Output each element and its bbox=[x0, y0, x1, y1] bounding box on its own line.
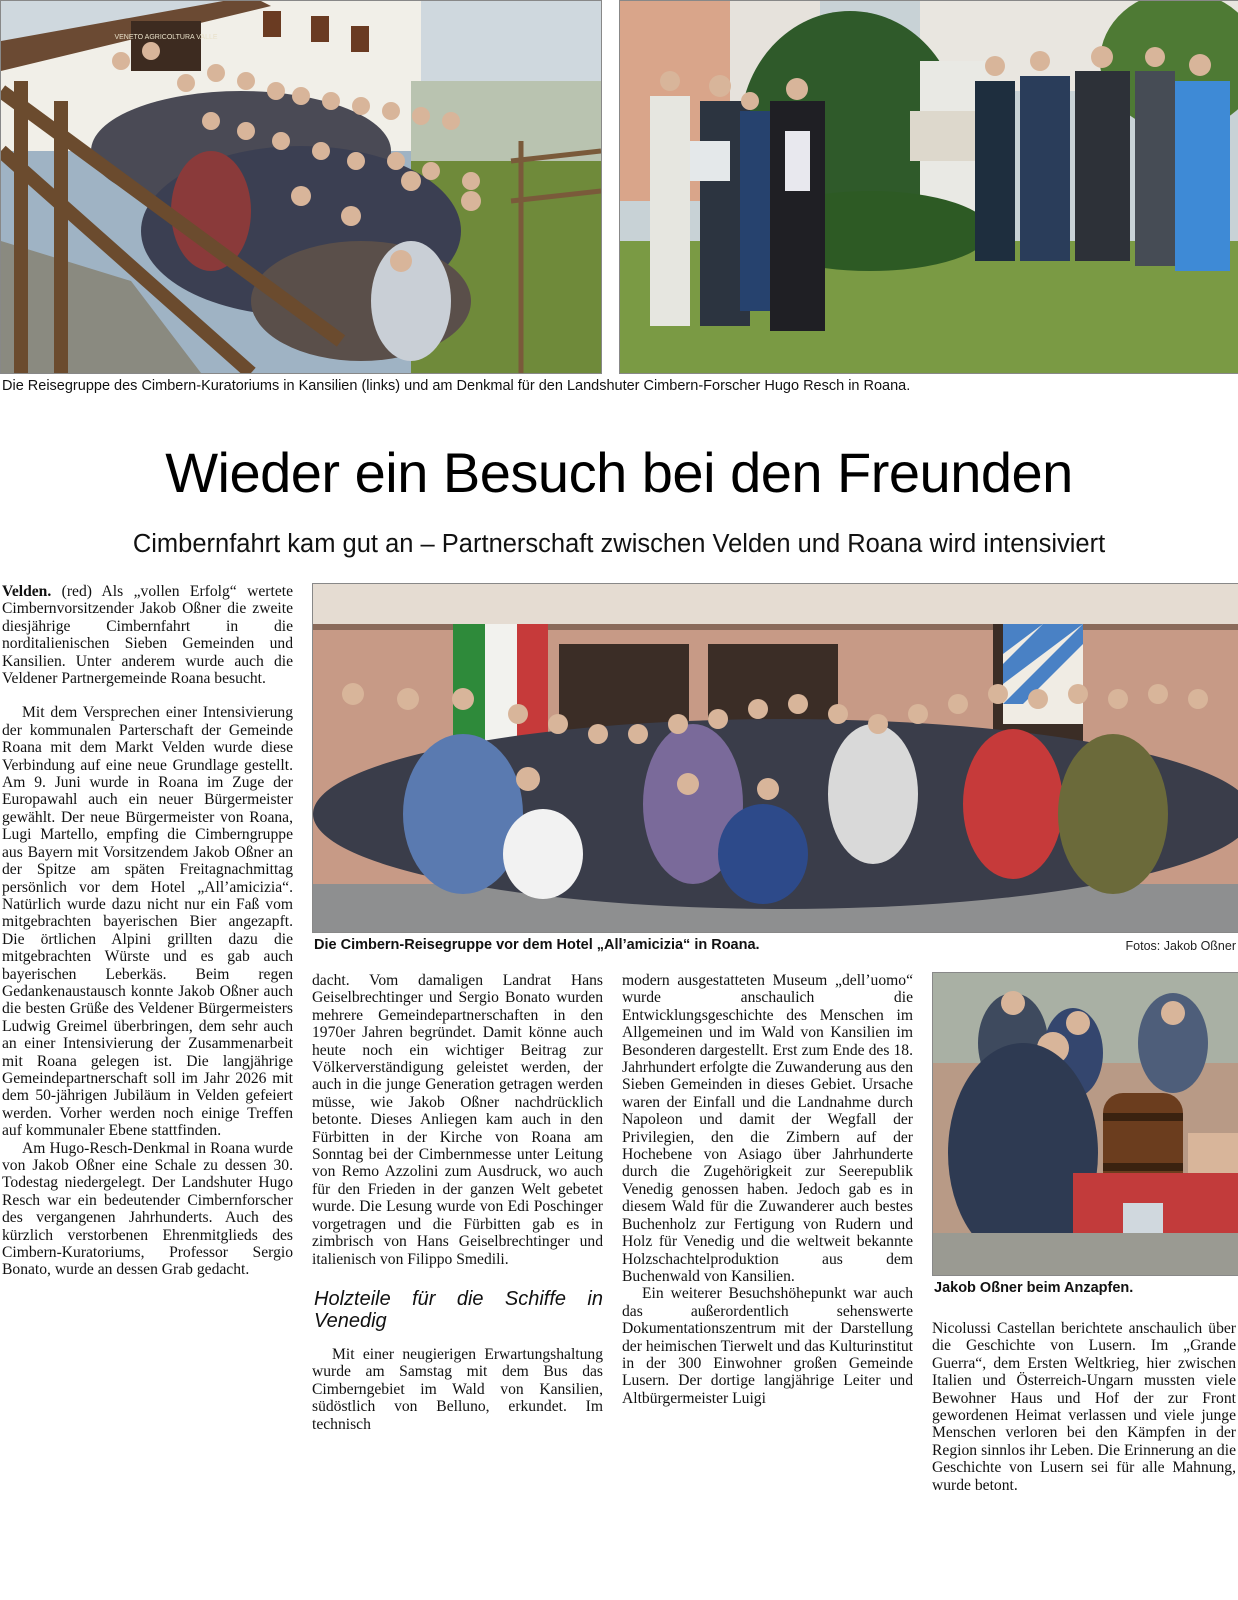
article-intro-text: (red) Als „vollen Erfolg“ wertete Cimbernvorsitzender Jakob Oßner die zweite diesjährige Cimbernfahrt in die norditalienischen Sieben Gemeinden und Kansilien. Unter anderem wurde auch die Veldener Partnergemeinde Roana besucht. bbox=[2, 583, 293, 688]
middle-photo-caption: Die Cimbern-Reisegruppe vor dem Hotel „All’amicizia“ in Roana. bbox=[314, 937, 760, 953]
photo-group-kansilien-image bbox=[1, 1, 601, 373]
article-paragraph: Mit dem Versprechen einer Intensivierung der kommunalen Parterschaft der Gemeinde Roana mit dem Markt Velden wurde diese Verbindung auf eine neue Grundlage gestellt. Am 9. Juni wurde in Roana im Zuge der Europawahl auch ein neuer Bürgermeister gewählt. Der neue Bürgermeister von Roana, Lugi Martello, empfing die Cimberngruppe aus Bayern mit Vorsitzendem Jakob Oßner an der Spitze am späten Freitagnachmittag persönlich vor dem Hotel „All’amicizia“. Natürlich wurde dazu nicht nur ein Faß vom mitgebrachten bayerischen Bier angezapft. Die örtlichen Alpini grillten dazu die mitgebrachten Würste und es gab auch bayerischen Leberkäs. Beim regen Gedankenaustausch konnte Jakob Oßner auch die besten Grüße des Veldener Bürgermeisters Ludwig Greimel überbringen, dem sehr auch an einer Intensivierung der Zusammenarbeit mit Roana gelegen ist. Die langjährige Gemeindepartnerschaft soll im Jahr 2026 mit dem 50-jährigen Jubiläum in Velden gefeiert werden. Vorher werden noch einige Treffen auf kommunaler Ebene stattfinden. bbox=[2, 704, 293, 1140]
dateline: Velden. bbox=[2, 583, 52, 600]
photo-group-hotel bbox=[312, 583, 1238, 933]
article-paragraph: Ein weiterer Besuchshöhepunkt war auch das außerordentlich sehenswerte Dokumentationszentrum mit der Darstellung der heimischen Tierwelt und das Kulturinstitut in der 300 Einwohner großen Gemeinde Lusern. Der dortige langjährige Leiter und Altbürgermeister Luigi bbox=[622, 1285, 913, 1407]
article-paragraph: dacht. Vom damaligen Landrat Hans Geiselbrechtinger und Sergio Bonato wurden mehrere Gemeindepartnerschaften in den 1970er Jahren begründet. Damit könne auch heute noch ein wichtiger Beitrag zur Völkerverständigung geleistet werden, der auch in die junge Generation getragen werden müsse, wie Jakob Oßner nachdrücklich betonte. Dieses Anliegen kam auch in den Fürbitten in der Kirche von Roana am Sonntag bei der Cimbernmesse unter Leitung von Remo Azzolini zum Ausdruck, wo auch für den Frieden in der ganzen Welt gebetet wurde. Die Lesung wurde von Edi Poschinger vorgetragen und die Fürbitten gab es in zimbrisch von Hans Geiselbrechtinger und italienisch von Filippo Smedili. bbox=[312, 972, 603, 1268]
article-column-1 bbox=[2, 583, 293, 1600]
photo-credit: Fotos: Jakob Oßner bbox=[1125, 939, 1236, 953]
photo-keg-tapping-image bbox=[933, 973, 1238, 1275]
article-column-2 bbox=[312, 972, 603, 1600]
article-paragraph: Mit einer neugierigen Erwartungshaltung wurde am Samstag mit dem Bus das Cimberngebiet im Wald von Kansilien, südöstlich von Belluno, erkundet. Im technisch bbox=[312, 1345, 603, 1433]
photo-group-monument-image bbox=[620, 1, 1238, 373]
article-paragraph: modern ausgestatteten Museum „dell’uomo“ wurde anschaulich die Entwicklungsgeschichte des Menschen im Allgemeinen und im Wald von Kansilien im Besonderen dargestellt. Erst zum Ende des 18. Jahrhundert erfolgte die Zuwanderung aus den Sieben Gemeinden in dieses Gebiet. Ursache waren der Einfall und die Landnahme durch Napoleon und damit der Wegfall der Privilegien, den die Zimbern auf der Hochebene von Asiago über Jahrhunderte durch die Zugehörigkeit zur Seerepublik Venedig genossen haben. Jedoch gab es in diesem Wald für die Zuwanderer auch bestes Buchenholz zur Fertigung von Rudern und Holz für Venedig und die weltweit bekannte Holzschachtelproduktion aus dem Buchenwald von Kansilien. bbox=[622, 972, 913, 1285]
top-photo-caption: Die Reisegruppe des Cimbern-Kuratoriums in Kansilien (links) und am Denkmal für den Landshuter Cimbern-Forscher Hugo Resch in Roana. bbox=[2, 378, 911, 394]
sign-text: VENETO AGRICOLTURA VALLE bbox=[114, 34, 218, 41]
article-intro bbox=[2, 583, 293, 687]
photo-group-hotel-image bbox=[313, 584, 1238, 932]
article-column-3 bbox=[622, 972, 913, 1600]
photo-keg-tapping bbox=[932, 972, 1238, 1276]
photo-group-monument bbox=[619, 0, 1238, 374]
article-paragraph: Am Hugo-Resch-Denkmal in Roana wurde von Jakob Oßner eine Schale zu dessen 30. Todestag niedergelegt. Der Landshuter Hugo Resch war ein bedeutender Cimbernforscher des vergangenen Jahrhunderts. Auch des kürzlich verstorbenen Ehrenmitglieds des Cimbern-Kuratoriums, Professor Sergio Bonato, wurde an dessen Grab gedacht. bbox=[2, 1139, 293, 1279]
article-paragraph: Nicolussi Castellan berichtete anschaulich über die Geschichte von Lusern. Im „Grande Guerra“, dem Ersten Weltkrieg, hier zwischen Italien und Österreich-Ungarn mussten viele Bewohner Haus und Hof der zur Front gewordenen Heimat verlassen und viele junge Menschen verloren bei den Kämpfen in der Region sinnlos ihr Leben. Die Erinnerung an die Geschichte von Lusern sei für alle Mahnung, wurde betont. bbox=[932, 1320, 1236, 1494]
photo-group-kansilien bbox=[0, 0, 602, 374]
headline: Wieder ein Besuch bei den Freunden bbox=[165, 441, 1073, 504]
article-subtitle: Holzteile für die Schiffe in Venedig bbox=[314, 1287, 603, 1332]
right-photo-caption: Jakob Oßner beim Anzapfen. bbox=[934, 1280, 1134, 1296]
subheadline: Cimbernfahrt kam gut an – Partnerschaft zwischen Velden und Roana wird intensiviert bbox=[132, 530, 1106, 558]
article-column-4 bbox=[932, 1320, 1236, 1600]
